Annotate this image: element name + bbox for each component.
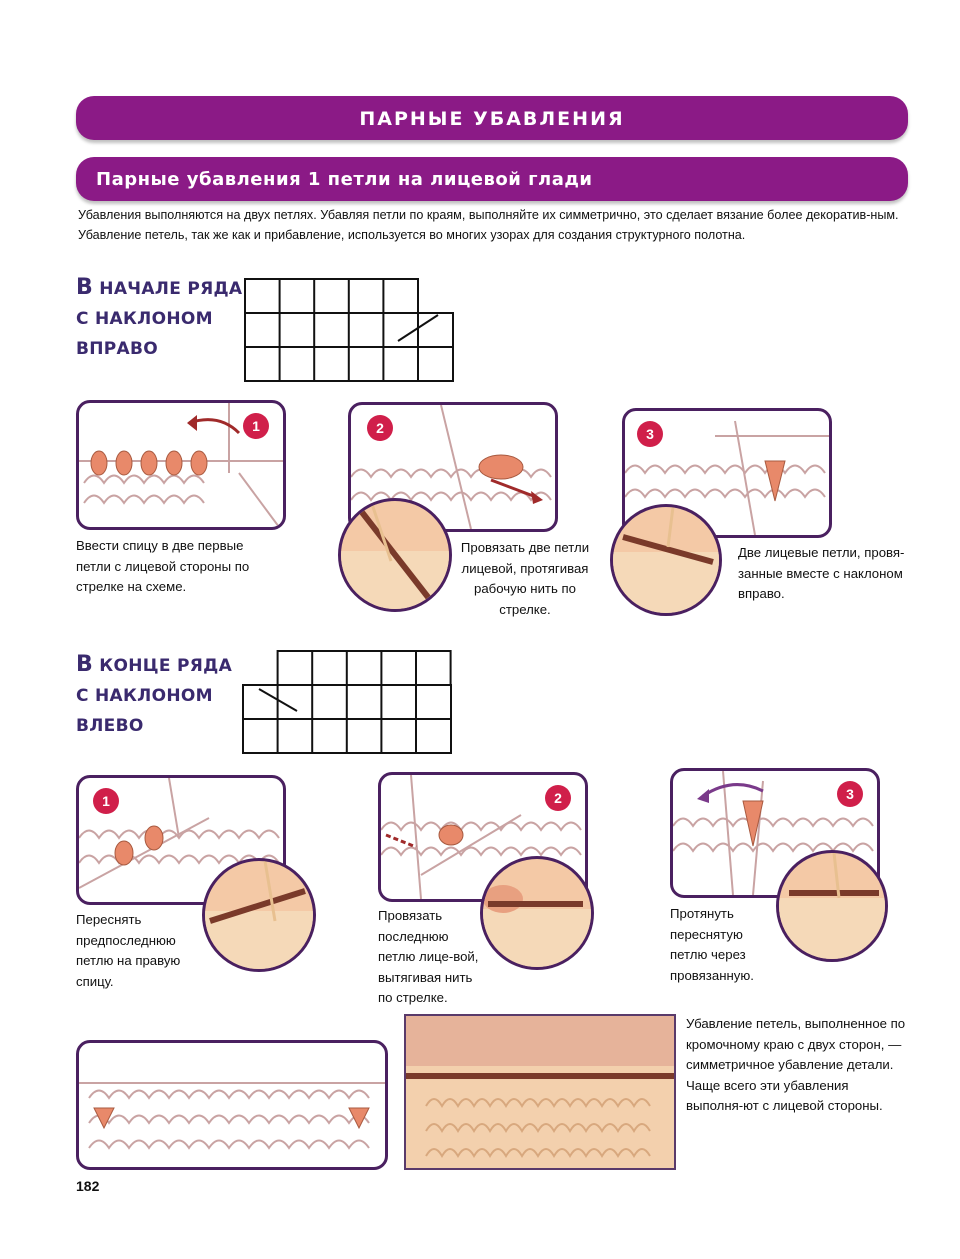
step-1-caption-left: Переснять предпоследнюю петлю на правую спицу. [76, 912, 181, 989]
step-1-illustration-right [76, 400, 286, 530]
step-badge: 3 [837, 781, 863, 807]
step-badge: 1 [93, 788, 119, 814]
heading-initial: В [76, 275, 94, 300]
heading-line-1: НАЧАЛЕ РЯДА [99, 279, 243, 299]
stitch-chart-left-slant [241, 649, 453, 755]
stitch-chart-right-slant [243, 277, 455, 383]
subsection-title-banner [76, 157, 908, 201]
result-illustration [76, 1040, 388, 1170]
section-title: ПАРНЫЕ УБАВЛЕНИЯ [359, 108, 625, 130]
step-badge: 2 [545, 785, 571, 811]
heading-line-2: С НАКЛОНОМ [76, 686, 213, 706]
step-3-photo-right [610, 504, 722, 616]
result-photo [404, 1014, 676, 1170]
heading-line-2: С НАКЛОНОМ [76, 309, 213, 329]
step-2-caption-right: Провязать две петли лицевой, протягивая рабочую нить по стрелке. [460, 540, 590, 617]
heading-initial: В [76, 652, 94, 677]
step-2-caption-left: Провязать последнюю петлю лице-вой, вытягивая нить по стрелке. [378, 908, 479, 1005]
step-1-caption-right: Ввести спицу в две первые петли с лицевой стороны по стрелке на схеме. [76, 538, 250, 594]
step-2-photo-right [338, 498, 452, 612]
heading-line-3: ВЛЕВО [76, 716, 144, 736]
step-1-photo-left [202, 858, 316, 972]
summary-caption: Убавление петель, выполненное по кромочному краю с двух сторон, — симметричное убавление детали. Чаще всего эти убавления выполня-ют с лицевой стороны. [686, 1016, 906, 1113]
heading-line-3: ВПРАВО [76, 339, 159, 359]
step-3-photo-left [776, 850, 888, 962]
intro-paragraph: Убавления выполняются на двух петлях. Убавляя петли по краям, выполняйте их симметрично, это сделает вязание более декоратив-ным. Убавление петель, так же как и прибавление, используется во многих узорах для создания структурного полотна. [78, 208, 899, 242]
step-3-caption-right: Две лицевые петли, провя-занные вместе с наклоном вправо. [738, 545, 905, 601]
page-number: 182 [76, 1178, 100, 1194]
step-badge: 1 [243, 413, 269, 439]
step-2-photo-left [480, 856, 594, 970]
step-badge: 3 [637, 421, 663, 447]
heading-left-slant [76, 650, 232, 741]
section-title-banner [76, 96, 908, 140]
heading-right-slant [76, 273, 242, 364]
heading-line-1: КОНЦЕ РЯДА [99, 656, 233, 676]
step-3-caption-left: Протянуть переснятую петлю через провязанную. [670, 906, 754, 983]
subsection-title: Парные убавления 1 петли на лицевой глади [96, 169, 593, 190]
step-badge: 2 [367, 415, 393, 441]
